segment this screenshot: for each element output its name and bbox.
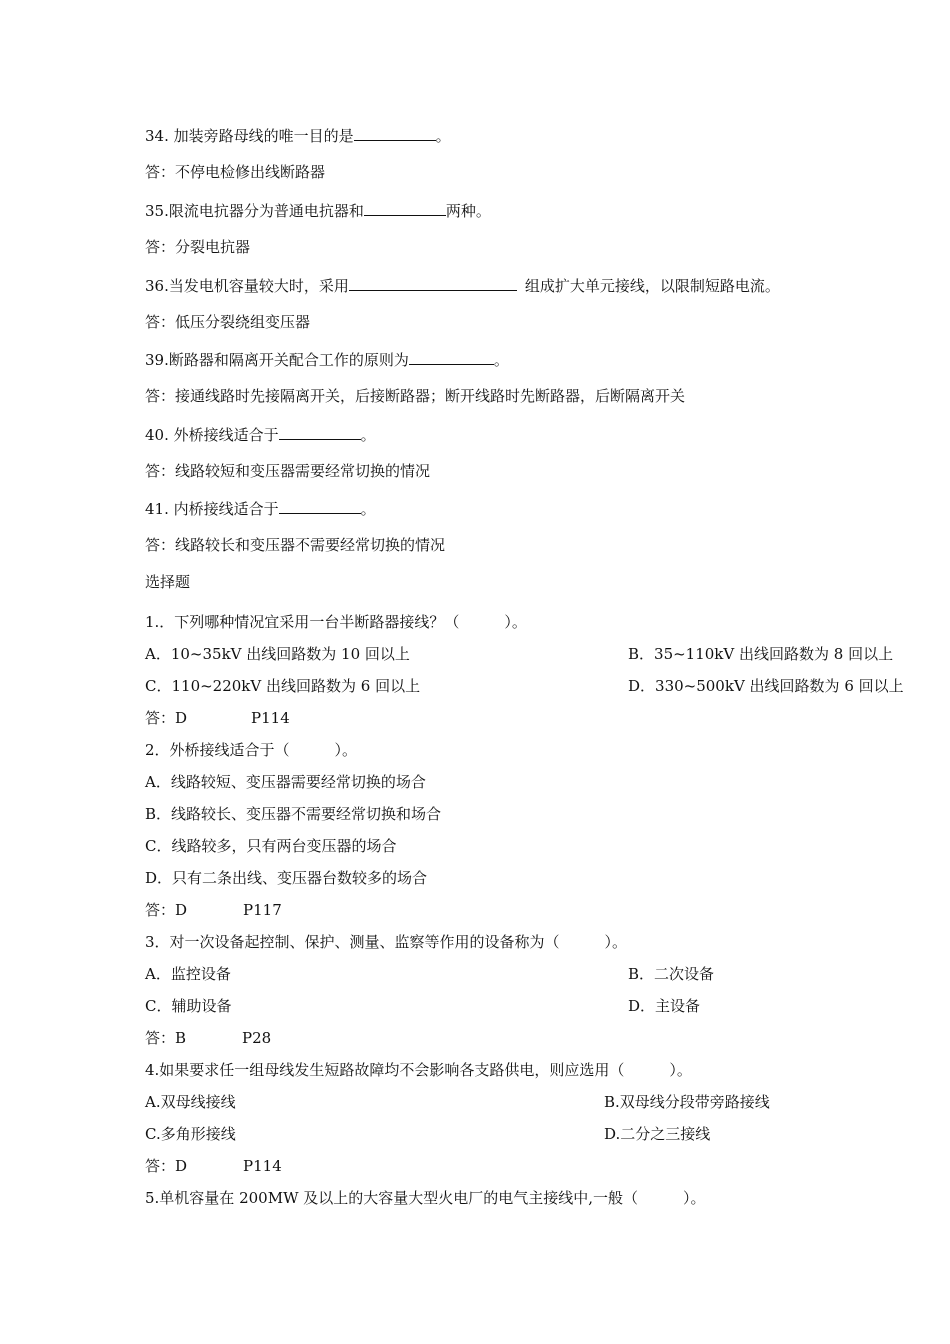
question-text: 36.当发电机容量较大时，采用: [145, 277, 349, 295]
mc-answer-4: [145, 1156, 282, 1176]
page-reference: P114: [251, 709, 290, 727]
question-text: 组成扩大单元接线，以限制短路电流。: [524, 277, 780, 295]
answer-text: 答：D: [145, 1157, 188, 1175]
answer-blank: [349, 275, 517, 291]
answer-text: 答：D: [145, 709, 188, 727]
option-c: C.多角形接线: [145, 1125, 236, 1143]
question-text: 。: [493, 351, 509, 369]
question-40: [145, 424, 376, 445]
question-text: 。: [360, 426, 376, 444]
question-text: 35.限流电抗器分为普通电抗器和: [145, 202, 364, 220]
option-d: D．只有二条出线、变压器台数较多的场合: [145, 869, 428, 887]
answer-41: 答：线路较长和变压器不需要经常切换的情况: [145, 536, 446, 554]
option-b: B.双母线分段带旁路接线: [604, 1093, 770, 1111]
answer-blank: [409, 349, 494, 365]
option-c: C．辅助设备: [145, 997, 232, 1015]
question-text: 40. 外桥接线适合于: [145, 426, 279, 444]
answer-text: 答：B: [145, 1029, 187, 1047]
option-b: B．35~110kV 出线回路数为 8 回以上: [628, 645, 894, 663]
question-41: [145, 498, 376, 519]
question-text: 34. 加装旁路母线的唯一目的是: [145, 127, 354, 145]
section-title: 选择题: [145, 573, 191, 591]
answer-blank: [279, 498, 361, 514]
option-d: D．主设备: [628, 997, 701, 1015]
option-a: A.双母线接线: [145, 1093, 236, 1111]
mc-question-3: 3．对一次设备起控制、保护、测量、监察等作用的设备称为（ ）。: [145, 933, 628, 951]
option-b: B．二次设备: [628, 965, 715, 983]
answer-blank: [364, 200, 446, 216]
option-a: A．监控设备: [145, 965, 231, 983]
question-34: [145, 125, 451, 146]
answer-36: 答：低压分裂绕组变压器: [145, 313, 311, 331]
question-text: 。: [360, 500, 376, 518]
answer-34: 答：不停电检修出线断路器: [145, 163, 326, 181]
answer-text: 答：D: [145, 901, 188, 919]
option-a: A．线路较短、变压器需要经常切换的场合: [145, 773, 426, 791]
question-text: 41. 内桥接线适合于: [145, 500, 279, 518]
option-a: A．10~35kV 出线回路数为 10 回以上: [145, 645, 410, 663]
page-reference: P28: [242, 1029, 272, 1047]
mc-row-4a: [145, 1092, 770, 1112]
page-reference: P114: [243, 1157, 282, 1175]
mc-question-4: 4.如果要求任一组母线发生短路故障均不会影响各支路供电，则应选用（ ）。: [145, 1061, 692, 1079]
question-35: [145, 200, 491, 221]
option-d: D．330~500kV 出线回路数为 6 回以上: [628, 677, 904, 695]
mc-question-2: 2．外桥接线适合于（ ）。: [145, 741, 358, 759]
answer-40: 答：线路较短和变压器需要经常切换的情况: [145, 462, 431, 480]
question-text: 39.断路器和隔离开关配合工作的原则为: [145, 351, 409, 369]
mc-question-1: 1.．下列哪种情况宜采用一台半断路器接线？（ ）。: [145, 613, 527, 631]
mc-row-3a: [145, 964, 715, 984]
mc-answer-1: [145, 708, 290, 728]
option-d: D.二分之三接线: [604, 1125, 711, 1143]
option-b: B．线路较长、变压器不需要经常切换和场合: [145, 805, 442, 823]
question-36: [145, 275, 780, 296]
option-c: C．线路较多，只有两台变压器的场合: [145, 837, 397, 855]
mc-row-3b: [145, 996, 701, 1016]
mc-row-1b: [145, 676, 904, 696]
option-c: C．110~220kV 出线回路数为 6 回以上: [145, 677, 421, 695]
question-39: [145, 349, 509, 370]
mc-row-1a: [145, 644, 894, 664]
mc-row-4b: [145, 1124, 711, 1144]
mc-answer-2: [145, 900, 282, 920]
answer-blank: [354, 125, 436, 141]
answer-39: 答：接通线路时先接隔离开关，后接断路器；断开线路时先断路器，后断隔离开关: [145, 387, 686, 405]
question-text: 两种。: [445, 202, 491, 220]
answer-35: 答：分裂电抗器: [145, 238, 251, 256]
page-reference: P117: [243, 901, 282, 919]
mc-answer-3: [145, 1028, 271, 1048]
mc-question-5: 5.单机容量在 200MW 及以上的大容量大型火电厂的电气主接线中,一般（ ）。: [145, 1189, 706, 1207]
question-text: 。: [435, 127, 451, 145]
answer-blank: [279, 424, 361, 440]
